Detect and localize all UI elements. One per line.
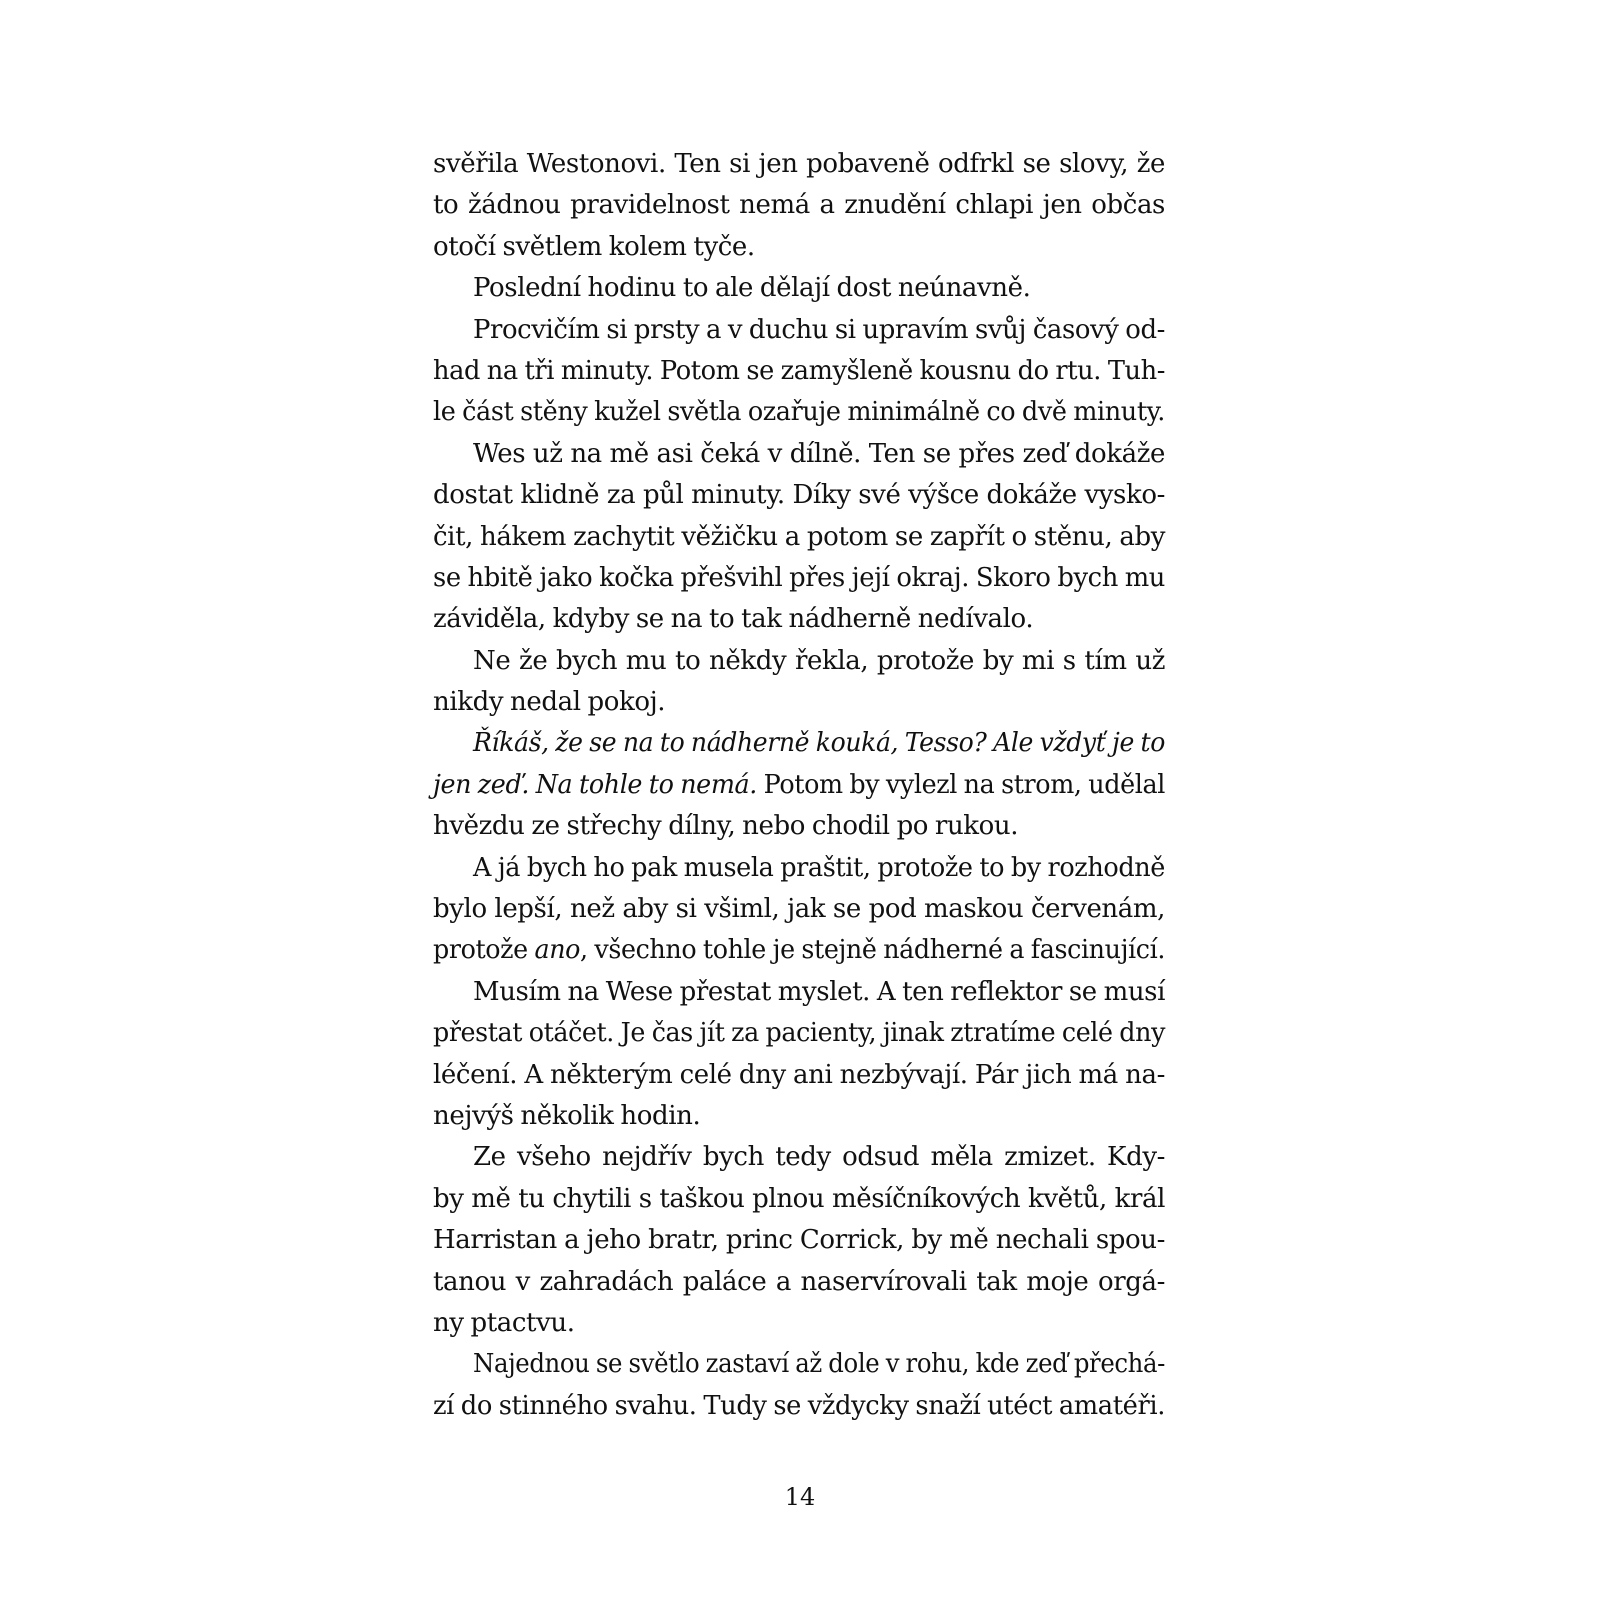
- text-segment: přestat otáčet. Je čas jít za pacienty, jinak ztratíme celé dny: [433, 1018, 1165, 1049]
- text-segment: A já bych ho pak musela praštit, protože to by rozhodně: [473, 852, 1165, 883]
- text-line: [433, 1262, 1165, 1303]
- text-line: [433, 806, 1165, 847]
- page-number: 14: [784, 1483, 816, 1511]
- italic-text: Říkáš, že se na to nádherně kouká, Tesso? Ale vždyť je to: [473, 728, 1165, 759]
- text-line: [433, 268, 1165, 309]
- text-line: [433, 1220, 1165, 1261]
- text-segment: zí do stinného svahu. Tudy se vždycky snaží utéct amatéři.: [433, 1390, 1165, 1421]
- text-segment: svěřila Westonovi. Ten si jen pobaveně odfrkl se slovy, že: [433, 149, 1165, 179]
- text-line: [433, 641, 1165, 682]
- text-segment: dostat klidně za půl minuty. Díky své výšce dokáže vysko-: [433, 480, 1165, 511]
- text-segment: Musím na Wese přestat myslet. A ten reflektor se musí: [473, 976, 1165, 1007]
- text-line: [433, 1386, 1165, 1427]
- text-line: [433, 144, 1165, 185]
- text-line: [433, 972, 1165, 1013]
- text-segment: Potom by vylezl na strom, udělal: [756, 769, 1165, 800]
- text-segment: otočí světlem kolem tyče.: [433, 231, 755, 262]
- text-segment: , všechno tohle je stejně nádherné a fascinující.: [580, 935, 1165, 966]
- text-line: [433, 599, 1165, 640]
- text-line: [433, 475, 1165, 516]
- text-segment: čit, hákem zachytit věžičku a potom se zapřít o stěnu, aby: [433, 521, 1165, 552]
- text-segment: Wes už na mě asi čeká v dílně. Ten se přes zeď dokáže: [473, 438, 1165, 469]
- text-segment: Ne že bych mu to někdy řekla, protože by mi s tím už: [473, 645, 1165, 676]
- text-line: [433, 185, 1165, 226]
- text-line: [433, 558, 1165, 599]
- text-line: [433, 1179, 1165, 1220]
- text-line: [433, 310, 1165, 351]
- text-segment: se hbitě jako kočka přešvihl přes její okraj. Skoro bych mu: [433, 562, 1165, 593]
- text-segment: nikdy nedal pokoj.: [433, 687, 666, 718]
- text-segment: Procvičím si prsty a v duchu si upravím svůj časový od-: [473, 314, 1165, 345]
- text-segment: had na tři minuty. Potom se zamyšleně kousnu do rtu. Tuh-: [433, 355, 1165, 386]
- text-line: [433, 765, 1165, 806]
- italic-text: ano: [534, 935, 581, 966]
- text-segment: záviděla, kdyby se na to tak nádherně nedívalo.: [433, 604, 1034, 635]
- text-line: [433, 351, 1165, 392]
- text-line: [433, 1096, 1165, 1137]
- text-line: [433, 1055, 1165, 1096]
- text-line: [433, 848, 1165, 889]
- text-line: [433, 517, 1165, 558]
- text-segment: Harristan a jeho bratr, princ Corrick, by mě nechali spou-: [433, 1225, 1165, 1256]
- text-segment: to žádnou pravidelnost nemá a znudění chlapi jen občas: [433, 190, 1165, 221]
- text-segment: hvězdu ze střechy dílny, nebo chodil po rukou.: [433, 811, 1019, 842]
- text-segment: tanou v zahradách paláce a naservírovali tak moje orgá-: [433, 1266, 1165, 1297]
- text-segment: ny ptactvu.: [433, 1307, 575, 1338]
- text-segment: bylo lepší, než aby si všiml, jak se pod maskou červenám,: [433, 894, 1165, 925]
- text-segment: nejvýš několik hodin.: [433, 1100, 701, 1131]
- text-segment: le část stěny kužel světla ozařuje minimálně co dvě minuty.: [433, 397, 1165, 428]
- text-line: [433, 682, 1165, 723]
- text-line: [433, 1013, 1165, 1054]
- text-line: [433, 930, 1165, 971]
- text-line: [433, 889, 1165, 930]
- text-line: [433, 1137, 1165, 1178]
- body-text: [433, 144, 1165, 1427]
- text-segment: Poslední hodinu to ale dělají dost neúnavně.: [473, 273, 1031, 304]
- text-segment: protože: [433, 935, 535, 966]
- italic-text: jen zeď. Na tohle to nemá.: [433, 769, 757, 800]
- text-line: [433, 227, 1165, 268]
- text-line: [433, 392, 1165, 433]
- text-line: [433, 723, 1165, 764]
- text-segment: Najednou se světlo zastaví až dole v rohu, kde zeď přechá-: [473, 1349, 1165, 1380]
- text-line: [433, 434, 1165, 475]
- text-segment: léčení. A některým celé dny ani nezbývají. Pár jich má na-: [433, 1059, 1165, 1090]
- text-segment: by mě tu chytili s taškou plnou měsíčníkových květů, král: [433, 1183, 1165, 1214]
- text-segment: Ze všeho nejdřív bych tedy odsud měla zmizet. Kdy-: [473, 1142, 1165, 1173]
- text-line: [433, 1303, 1165, 1344]
- text-line: [433, 1344, 1165, 1385]
